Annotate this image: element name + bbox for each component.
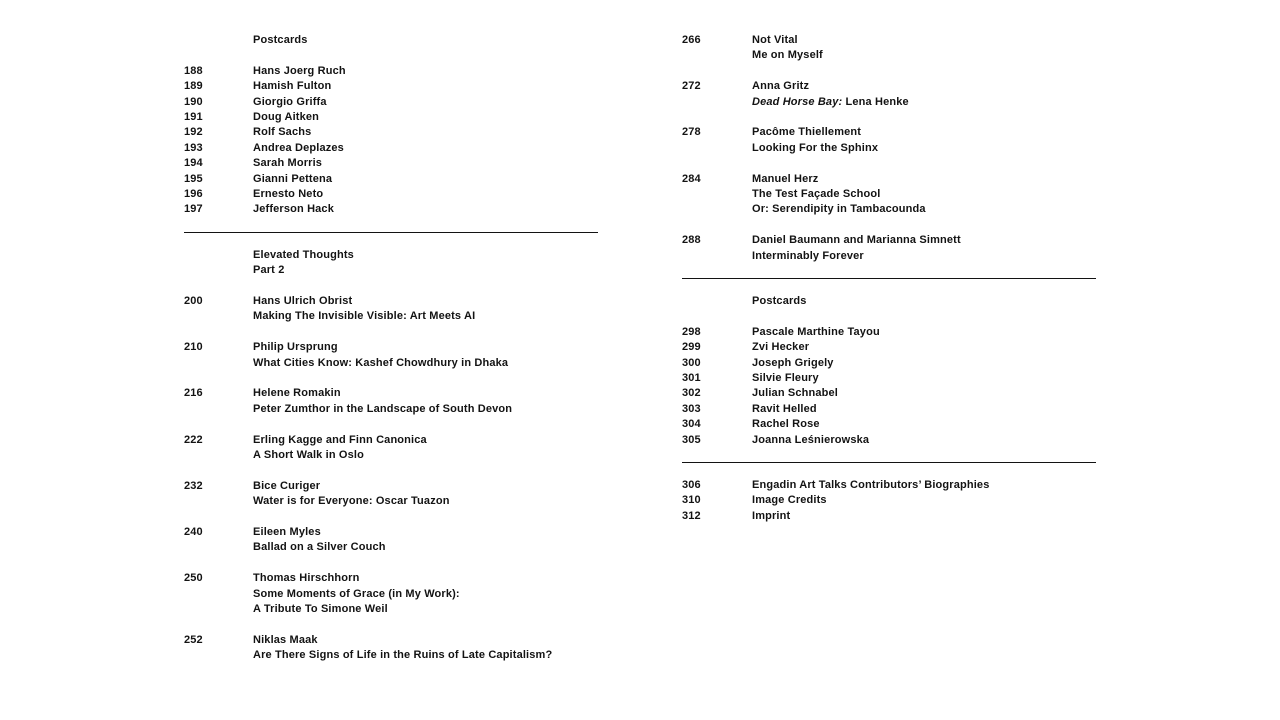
entry-line: Me on Myself [752,49,823,62]
entry-line: Thomas Hirschhorn [253,572,360,585]
entry-page-number: 278 [682,126,701,139]
entry-lines [253,110,598,125]
entry-line: Silvie Fleury [752,372,819,385]
entry-line: Joseph Grigely [752,356,834,369]
toc-column-left [184,33,598,664]
entry-page-number: 301 [682,372,701,385]
entry-lines [253,340,598,371]
toc-entry [184,479,598,510]
entry-lines [752,371,1096,386]
toc-entry [184,141,598,156]
entry-page-number: 216 [184,387,203,400]
entry-lines [752,33,1096,64]
entry-lines [253,386,598,417]
entry-page-number: 193 [184,141,203,154]
toc-entry [184,294,598,325]
entry-line: Ravit Helled [752,402,817,415]
toc-entry [682,125,1096,156]
entry-line: Pascale Marthine Tayou [752,325,880,338]
entry-line: Sarah Morris [253,157,323,170]
toc-entry [184,386,598,417]
toc-entry [682,478,1096,493]
section-heading [682,294,1096,309]
entry-lines [752,172,1096,218]
toc-entry [184,525,598,556]
entry-line: Andrea Deplazes [253,141,344,154]
entry-line: Are There Signs of Life in the Ruins of Late Capitalism? [253,649,553,662]
entry-lines [253,79,598,94]
entry-line: Pacôme Thiellement [752,126,862,139]
entry-lines [752,125,1096,156]
entry-line: Daniel Baumann and Marianna Simnett [752,234,961,247]
toc-entry [682,79,1096,110]
entry-lines [253,571,598,617]
toc-entry [184,340,598,371]
entry-line: Ernesto Neto [253,188,324,201]
entry-page-number: 197 [184,203,203,216]
entry-lines [752,325,1096,340]
toc-entry-list-compact [682,478,1096,524]
entry-page-number: 266 [682,34,701,46]
entry-line: Making The Invisible Visible: Art Meets AI [253,310,476,323]
toc-entry [682,172,1096,218]
entry-line: Zvi Hecker [752,341,810,354]
entry-line: What Cities Know: Kashef Chowdhury in Dhaka [253,356,509,369]
toc-entry [184,125,598,140]
entry-line: Erling Kagge and Finn Canonica [253,433,427,446]
entry-page-number: 312 [682,509,701,522]
toc-entry [184,633,598,664]
toc-entry [682,402,1096,417]
entry-line: Water is for Everyone: Oscar Tuazon [253,495,450,508]
toc-entry [682,433,1096,448]
entry-page-number: 194 [184,157,203,170]
entry-lines [253,202,598,217]
entry-line: A Short Walk in Oslo [253,449,364,462]
toc-entry [184,79,598,94]
toc-entry-list-compact [682,325,1096,448]
entry-line: Eileen Myles [253,526,321,539]
divider-rule [184,232,598,233]
entry-line: The Test Façade School [752,188,881,201]
entry-line: Image Credits [752,494,827,507]
entry-page-number: 222 [184,433,203,446]
toc-entry [682,417,1096,432]
toc-entry [682,493,1096,508]
toc-entry [184,95,598,110]
entry-line: Imprint [752,509,791,522]
entry-line: Julian Schnabel [752,387,838,400]
entry-line: Jefferson Hack [253,203,334,216]
entry-page-number: 288 [682,234,701,247]
entry-lines [752,417,1096,432]
entry-lines [253,125,598,140]
entry-line-italic-segment: Dead Horse Bay: [752,95,843,108]
toc-entry-list-spaced [682,33,1096,264]
entry-page-number: 210 [184,341,203,354]
toc-entry [184,64,598,79]
entry-page-number: 300 [682,356,701,369]
entry-page-number: 190 [184,95,203,108]
entry-lines [752,402,1096,417]
entry-page-number: 298 [682,325,701,338]
entry-line: A Tribute To Simone Weil [253,603,388,616]
entry-page-number: 192 [184,126,203,139]
entry-line: Niklas Maak [253,633,318,646]
toc-entry [682,233,1096,264]
toc-entry [184,172,598,187]
entry-line: Or: Serendipity in Tambacounda [752,203,926,216]
entry-line: Philip Ursprung [253,341,338,354]
entry-page-number: 191 [184,111,203,124]
entry-page-number: 305 [682,433,701,446]
entry-lines [752,340,1096,355]
entry-line: Interminably Forever [752,249,864,262]
entry-lines [253,187,598,202]
entry-page-number: 189 [184,80,203,93]
entry-line: Helene Romakin [253,387,341,400]
toc-entry [184,187,598,202]
entry-lines [752,386,1096,401]
entry-lines [253,156,598,171]
entry-lines [253,433,598,464]
toc-entry [184,433,598,464]
entry-page-number: 232 [184,479,203,492]
entry-lines [752,79,1096,110]
toc-entry [682,356,1096,371]
entry-line [752,95,1096,110]
entry-line: Not Vital [752,34,798,46]
entry-page-number: 284 [682,172,701,185]
entry-lines [752,493,1096,508]
entry-page-number: 310 [682,494,701,507]
entry-page-number: 252 [184,633,203,646]
section-heading-line: Part 2 [253,264,285,277]
entry-line: Doug Aitken [253,111,320,124]
entry-line: Rolf Sachs [253,126,312,139]
entry-page-number: 272 [682,80,701,93]
entry-page-number: 302 [682,387,701,400]
entry-page-number: 299 [682,341,701,354]
entry-page-number: 200 [184,295,203,308]
entry-lines [752,478,1096,493]
toc-entry [682,509,1096,524]
section-heading-line: Postcards [752,295,807,308]
toc-entry [184,202,598,217]
entry-lines [752,233,1096,264]
entry-line: Rachel Rose [752,418,820,431]
entry-lines [253,633,598,664]
entry-line: Some Moments of Grace (in My Work): [253,587,460,600]
entry-lines [253,172,598,187]
entry-page-number: 250 [184,572,203,585]
entry-line: Peter Zumthor in the Landscape of South Devon [253,402,513,415]
toc-column-right [682,33,1096,524]
entry-lines [752,433,1096,448]
entry-page-number: 304 [682,418,701,431]
entry-line: Bice Curiger [253,479,321,492]
entry-lines [253,64,598,79]
section-heading [184,248,598,279]
entry-page-number: 195 [184,172,203,185]
entry-lines [253,479,598,510]
entry-line-segment: Lena Henke [842,95,909,108]
entry-line: Engadin Art Talks Contributors’ Biographies [752,479,990,492]
toc-entry-list-spaced [184,294,598,664]
entry-line: Gianni Pettena [253,172,333,185]
toc-entry [184,156,598,171]
entry-lines [752,356,1096,371]
entry-line: Manuel Herz [752,172,819,185]
toc-entry [184,571,598,617]
entry-line: Giorgio Griffa [253,95,327,108]
section-heading-line: Postcards [253,34,308,46]
toc-entry [682,386,1096,401]
entry-line: Hans Ulrich Obrist [253,295,353,308]
divider-rule [682,278,1096,279]
toc-entry-list-compact [184,64,598,218]
section-heading [184,33,598,48]
entry-lines [253,95,598,110]
toc-entry [682,371,1096,386]
entry-line: Looking For the Sphinx [752,141,879,154]
entry-line: Ballad on a Silver Couch [253,541,386,554]
entry-line: Anna Gritz [752,80,810,93]
entry-page-number: 188 [184,64,203,77]
entry-lines [253,294,598,325]
section-heading-line: Elevated Thoughts [253,248,354,261]
entry-page-number: 303 [682,402,701,415]
entry-lines [253,141,598,156]
entry-line: Hans Joerg Ruch [253,64,346,77]
entry-page-number: 196 [184,188,203,201]
entry-lines [253,525,598,556]
toc-entry [682,325,1096,340]
toc-entry [184,110,598,125]
divider-rule [682,462,1096,463]
entry-line: Joanna Leśnierowska [752,433,870,446]
entry-page-number: 240 [184,526,203,539]
entry-line: Hamish Fulton [253,80,332,93]
entry-lines [752,509,1096,524]
toc-entry [682,33,1096,64]
toc-entry [682,340,1096,355]
entry-page-number: 306 [682,479,701,492]
